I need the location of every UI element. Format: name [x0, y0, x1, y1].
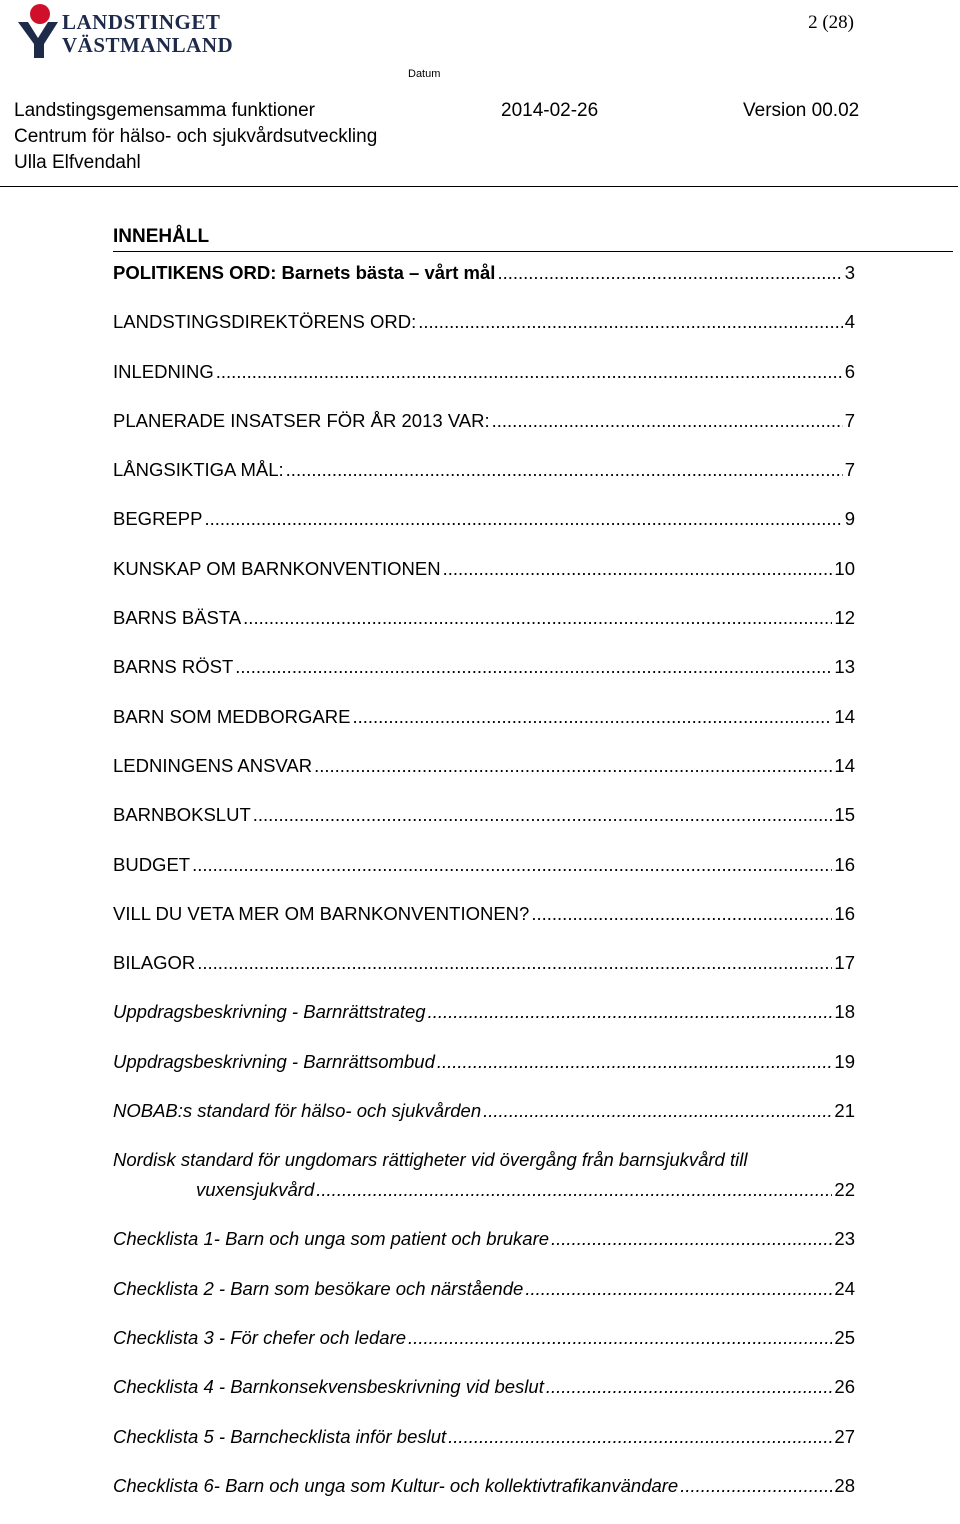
toc-leader [286, 459, 843, 481]
toc-entry-label: BARNS RÖST [113, 656, 234, 678]
toc-subentry-label: Uppdragsbeskrivning - Barnrättstrateg [113, 1001, 426, 1023]
toc-checklist-page: 28 [834, 1474, 855, 1496]
toc-entry[interactable] [113, 459, 855, 508]
toc-entry-page: 16 [834, 902, 855, 924]
toc-leader [216, 361, 843, 383]
toc-entry-page: 4 [844, 311, 855, 333]
toc-checklist-label: Checklista 4 - Barnkonsekvensbeskrivning vid beslut [113, 1376, 544, 1398]
toc-leader [192, 854, 832, 876]
toc-entry-page: 7 [844, 409, 855, 431]
toc-leader [197, 952, 832, 974]
toc-entry-page: 7 [844, 459, 855, 481]
author-name: Ulla Elfvendahl [14, 152, 141, 173]
toc-entry-page: 12 [834, 607, 855, 629]
toc-checklist-label: Checklista 6- Barn och unga som Kultur- och kollektivtrafikanvändare [113, 1474, 679, 1496]
toc-subentry-page: 18 [834, 1001, 855, 1023]
toc-leader [531, 903, 832, 925]
toc-entry-label: BUDGET [113, 853, 191, 875]
toc-checklist-entry[interactable] [113, 1376, 855, 1425]
toc-entry-page: 13 [834, 656, 855, 678]
toc-subentry-label: Uppdragsbeskrivning - Barnrättsombud [113, 1050, 435, 1072]
toc-leader [418, 311, 842, 333]
document-date: 2014-02-26 [501, 100, 599, 121]
toc-entry-page: 14 [834, 705, 855, 727]
toc-title: INNEHÅLL [113, 226, 210, 247]
toc-checklist-entry[interactable] [113, 1475, 855, 1524]
toc-leader [448, 1426, 832, 1448]
toc-entry-page: 9 [844, 508, 855, 530]
toc-entry[interactable] [113, 854, 855, 903]
department-line1: Landstingsgemensamma funktioner [14, 100, 316, 121]
toc-leader [443, 558, 833, 580]
toc-leader [525, 1278, 832, 1300]
toc-leader [408, 1327, 832, 1349]
toc-checklist-label: Checklista 5 - Barnchecklista inför beslut [113, 1425, 447, 1447]
toc-leader [437, 1051, 833, 1073]
toc-leader [551, 1228, 832, 1250]
toc-entry-label: LANDSTINGSDIREKTÖRENS ORD: [113, 311, 417, 333]
toc-entry[interactable] [113, 262, 855, 311]
toc-checklist-label: Checklista 3 - För chefer och ledare [113, 1326, 407, 1348]
logo-text-line1: LANDSTINGET [62, 10, 221, 34]
toc-subentry[interactable] [113, 1100, 855, 1149]
logo-text-line2: VÄSTMANLAND [62, 33, 234, 57]
toc-entry-label: LÅNGSIKTIGA MÅL: [113, 459, 284, 481]
toc-leader [546, 1376, 833, 1398]
toc-checklist-label: Checklista 1- Barn och unga som patient och brukare [113, 1228, 550, 1250]
toc-leader [680, 1475, 832, 1497]
toc-entry[interactable] [113, 361, 855, 410]
toc-leader [204, 508, 842, 530]
toc-subentry-page: 21 [834, 1100, 855, 1122]
toc-entry-label: BEGREPP [113, 508, 203, 530]
department-line2: Centrum för hälso- och sjukvårdsutveckling [14, 126, 378, 147]
toc-entry-label: KUNSKAP OM BARNKONVENTIONEN [113, 557, 441, 579]
toc-entry-label: PLANERADE INSATSER FÖR ÅR 2013 VAR: [113, 409, 490, 431]
logo-figure-icon [14, 2, 62, 60]
toc-entry-label: BILAGOR [113, 952, 196, 974]
toc-entry-page: 14 [834, 754, 855, 776]
toc-entry[interactable] [113, 311, 855, 360]
toc-checklist-entry[interactable] [113, 1278, 855, 1327]
toc-leader [316, 1179, 832, 1201]
toc-leader [428, 1001, 833, 1023]
toc-subentry[interactable] [113, 1051, 855, 1100]
toc-checklist-page: 26 [834, 1376, 855, 1398]
datum-label: Datum [408, 68, 441, 80]
page-number: 2 (28) [808, 12, 854, 33]
toc-subentry-page: 19 [834, 1050, 855, 1072]
document-version: Version 00.02 [743, 100, 860, 121]
header-divider [0, 186, 958, 187]
toc-entry-label: BARNS BÄSTA [113, 607, 242, 629]
toc-entry-page: 15 [834, 804, 855, 826]
toc-checklist-page: 25 [834, 1326, 855, 1348]
toc-entry[interactable] [113, 558, 855, 607]
toc-entry[interactable] [113, 706, 855, 755]
toc-entry-page: 6 [844, 360, 855, 382]
toc-entry-page: 17 [834, 952, 855, 974]
toc-checklist-entry[interactable] [113, 1228, 855, 1277]
toc-checklist-page: 24 [834, 1277, 855, 1299]
toc-leader [352, 706, 832, 728]
toc-entry-label: LEDNINGENS ANSVAR [113, 754, 313, 776]
toc-entry-label: VILL DU VETA MER OM BARNKONVENTIONEN? [113, 902, 530, 924]
toc-entry[interactable] [113, 903, 855, 952]
toc-entry[interactable] [113, 755, 855, 804]
toc-entry-page: 3 [844, 262, 855, 283]
toc-leader [253, 804, 833, 826]
toc-entry[interactable] [113, 656, 855, 705]
toc-subentry[interactable] [113, 1001, 855, 1050]
toc-checklist-entry[interactable] [113, 1426, 855, 1475]
toc-checklist-page: 23 [834, 1228, 855, 1250]
toc-entry[interactable] [113, 607, 855, 656]
landstinget-logo [14, 2, 234, 60]
toc-leader [483, 1100, 832, 1122]
toc-leader [235, 656, 832, 678]
toc-leader [314, 755, 832, 777]
toc-entry-page: 10 [834, 557, 855, 579]
toc-entry-label: BARN SOM MEDBORGARE [113, 705, 351, 727]
toc-leader [243, 607, 832, 629]
toc-entry[interactable] [113, 410, 855, 459]
toc-subentry-label-line1: Nordisk standard för ungdomars rättigheter vid övergång från barnsjukvård till [113, 1149, 748, 1171]
toc-subentry-label: NOBAB:s standard för hälso- och sjukvården [113, 1100, 482, 1122]
toc-checklist-entry[interactable] [113, 1327, 855, 1376]
toc-entry[interactable] [113, 508, 855, 557]
toc-leader [497, 262, 842, 284]
toc-leader [492, 410, 843, 432]
toc-entry-label: POLITIKENS ORD: Barnets bästa – vårt mål [113, 262, 496, 283]
toc-subentry-multiline[interactable] [113, 1149, 855, 1228]
toc-entry-label: BARNBOKSLUT [113, 804, 251, 826]
toc-checklist-label: Checklista 2 - Barn som besökare och närstående [113, 1277, 524, 1299]
toc-subentry-page: 22 [834, 1179, 855, 1201]
toc-title-divider [113, 251, 953, 252]
toc-subentry-label-line2: vuxensjukvård [196, 1179, 315, 1201]
toc-entry-label: INLEDNING [113, 360, 214, 382]
toc-entry[interactable] [113, 804, 855, 853]
toc-entry-page: 16 [834, 853, 855, 875]
toc-checklist-page: 27 [834, 1425, 855, 1447]
toc-entry[interactable] [113, 952, 855, 1001]
table-of-contents [113, 262, 855, 1524]
